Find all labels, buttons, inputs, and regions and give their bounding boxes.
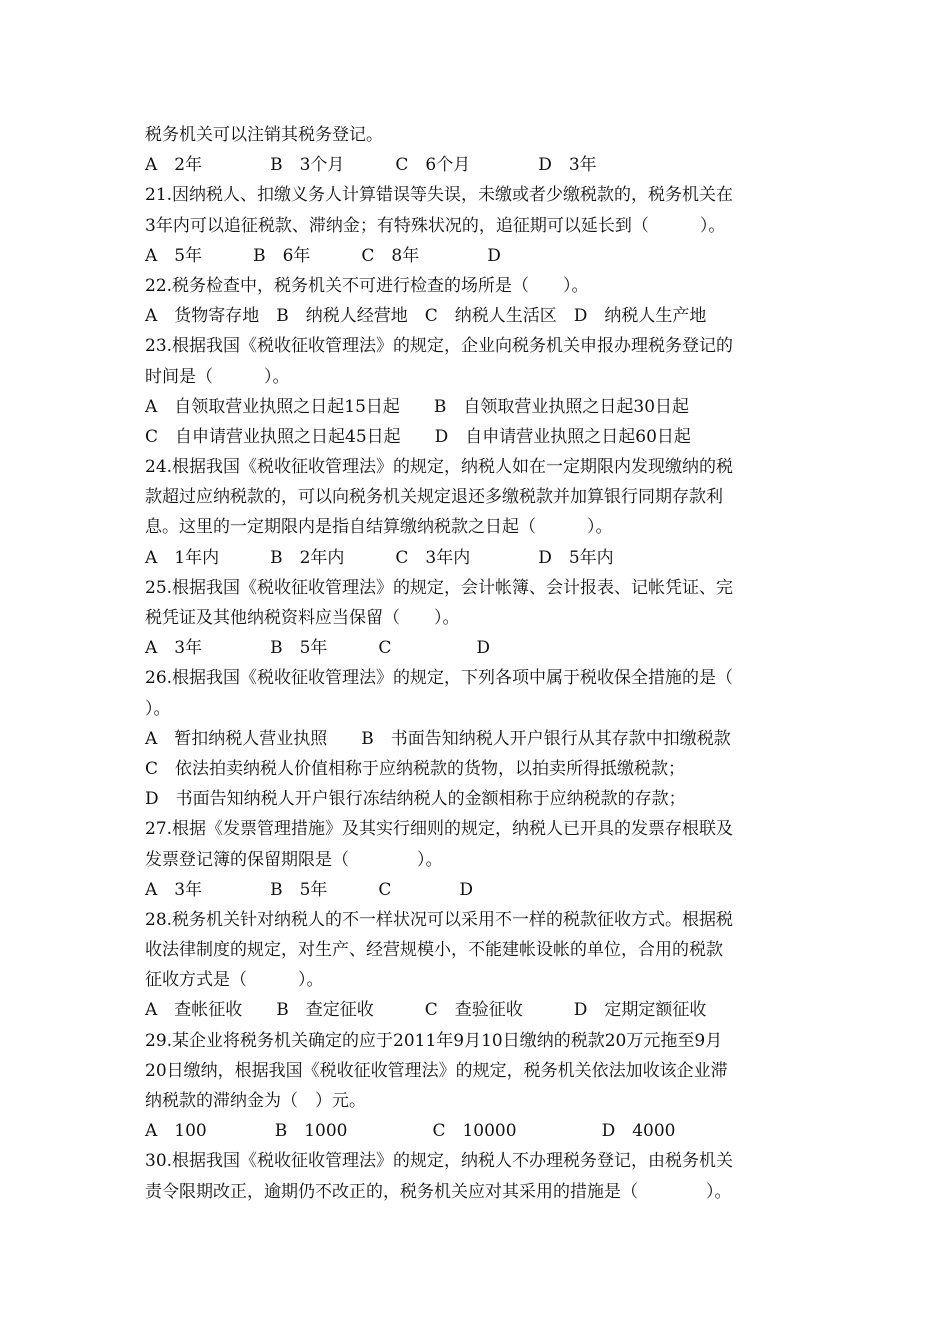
text-line: A 查帐征收 B 查定征收 C 查验征收 D 定期定额征收 xyxy=(145,1000,707,1021)
text-line: A 3年 B 5年 C D xyxy=(145,638,491,659)
text-line: A 1年内 B 2年内 C 3年内 D 5年内 xyxy=(145,547,614,568)
text-line: 责令限期改正，逾期仍不改正的，税务机关应对其采用的措施是（ ）。 xyxy=(145,1181,732,1202)
text-line: 27.根据《发票管理措施》及其实行细则的规定，纳税人已开具的发票存根联及 xyxy=(145,819,734,840)
text-line: 税务机关可以注销其税务登记。 xyxy=(145,125,383,145)
text-line: 息。这里的一定期限内是指自结算缴纳税款之日起（ ）。 xyxy=(145,517,613,538)
text-line: 税凭证及其他纳税资料应当保留（ ）。 xyxy=(145,608,460,628)
text-line: 发票登记簿的保留期限是（ ）。 xyxy=(145,849,443,870)
text-line: A 2年 B 3个月 C 6个月 D 3年 xyxy=(145,155,597,176)
text-line: C 依法拍卖纳税人价值相称于应纳税款的货物，以拍卖所得抵缴税款； xyxy=(145,758,686,779)
text-line: 25.根据我国《税收征收管理法》的规定，会计帐簿、会计报表、记帐凭证、完 xyxy=(145,577,734,598)
text-line: 30.根据我国《税收征收管理法》的规定，纳税人不办理税务登记，由税务机关 xyxy=(145,1151,734,1172)
text-line: 28.税务机关针对纳税人的不一样状况可以采用不一样的税款征收方式。根据税 xyxy=(145,909,734,930)
text-line: 21.因纳税人、扣缴义务人计算错误等失误，未缴或者少缴税款的，税务机关在 xyxy=(145,185,734,206)
text-line: 纳税款的滞纳金为（ ）元。 xyxy=(145,1091,366,1111)
text-line: 征收方式是（ ）。 xyxy=(145,970,324,991)
text-line: 时间是（ ）。 xyxy=(145,366,290,387)
text-line: 收法律制度的规定，对生产、经营规模小，不能建帐设帐的单位，合用的税款 xyxy=(145,940,723,961)
text-line: ）。 xyxy=(145,698,171,719)
text-line: A 100 B 1000 C 10000 D 4000 xyxy=(145,1121,676,1142)
text-line: 3年内可以追征税款、滞纳金；有特殊状况的，追征期可以延长到（ ）。 xyxy=(145,215,726,236)
text-line: 20日缴纳，根据我国《税收征收管理法》的规定，税务机关依法加收该企业滞 xyxy=(145,1060,728,1081)
text-line: A 暂扣纳税人营业执照 B 书面告知纳税人开户银行从其存款中扣缴税款 xyxy=(145,728,731,749)
text-line: 29.某企业将税务机关确定的应于2011年9月10日缴纳的税款20万元拖至9月 xyxy=(145,1030,723,1051)
text-line: 26.根据我国《税收征收管理法》的规定，下列各项中属于税收保全措施的是（ xyxy=(145,668,734,689)
text-line: D 书面告知纳税人开户银行冻结纳税人的金额相称于应纳税款的存款； xyxy=(145,789,686,810)
text-line: A 自领取营业执照之日起15日起 B 自领取营业执照之日起30日起 xyxy=(145,396,690,417)
text-line: A 3年 B 5年 C D xyxy=(145,879,474,900)
text-line: 22.税务检查中，税务机关不可进行检查的场所是（ ）。 xyxy=(145,275,589,296)
text-line: 款超过应纳税款的，可以向税务机关规定退还多缴税款并加算银行同期存款利 xyxy=(145,487,723,508)
document-page xyxy=(145,120,810,1207)
text-line: 24.根据我国《税收征收管理法》的规定，纳税人如在一定期限内发现缴纳的税 xyxy=(145,457,734,478)
text-line: A 5年 B 6年 C 8年 D xyxy=(145,245,501,266)
text-line: C 自申请营业执照之日起45日起 D 自申请营业执照之日起60日起 xyxy=(145,426,691,447)
text-line: A 货物寄存地 B 纳税人经营地 C 纳税人生活区 D 纳税人生产地 xyxy=(145,306,707,327)
text-line: 23.根据我国《税收征收管理法》的规定，企业向税务机关申报办理税务登记的 xyxy=(145,336,734,357)
